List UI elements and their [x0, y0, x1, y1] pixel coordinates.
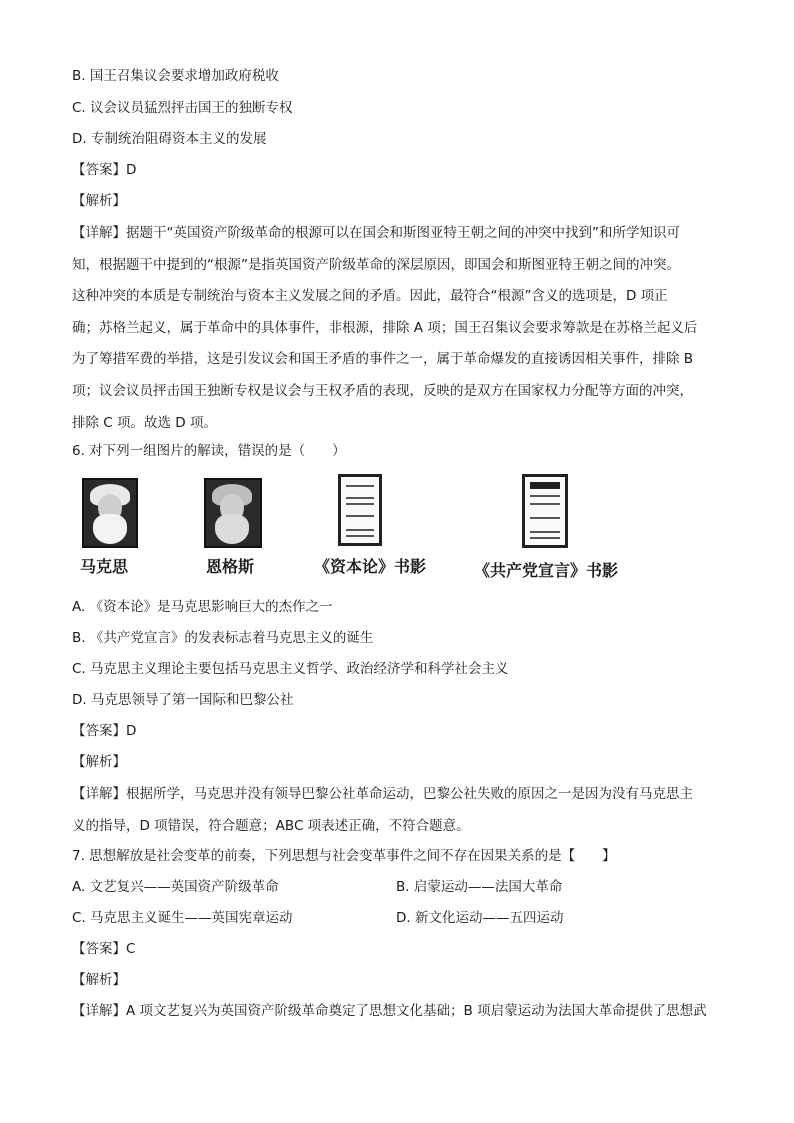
caption-marx: 马克思 [80, 557, 129, 576]
q5-detail-line: 为了筹措军费的举措，这是引发议会和国王矛盾的事件之一，属于革命爆发的直接诱因相关事件，排除 B [72, 351, 694, 368]
caption-manifesto: 《共产党宣言》书影 [474, 561, 619, 580]
q5-detail [72, 218, 726, 439]
q5-detail-line: 排除 C 项。故选 D 项。 [72, 414, 217, 431]
q6-detail [72, 779, 726, 842]
q5-detail-line: 确；苏格兰起义，属于革命中的具体事件，非根源，排除 A 项；国王召集议会要求筹款是在苏格兰起义后 [72, 319, 698, 336]
q7-option-c: C. 马克思主义诞生——英国宪章运动 [72, 910, 293, 926]
q5-answer: 【答案】D [72, 162, 137, 178]
q7-option-a: A. 文艺复兴——英国资产阶级革命 [72, 879, 279, 895]
marx-portrait [82, 478, 138, 548]
q6-option-a: A. 《资本论》是马克思影响巨大的杰作之一 [72, 599, 333, 615]
q6-detail-line: 【详解】根据所学，马克思并没有领导巴黎公社革命运动，巴黎公社失败的原因之一是因为没有马克思主 [72, 786, 693, 802]
q5-option-d: D. 专制统治阻碍资本主义的发展 [72, 131, 267, 147]
q7-analysis-label: 【解析】 [72, 972, 126, 988]
figure-engels [200, 472, 280, 582]
q6-answer: 【答案】D [72, 723, 137, 739]
figure-marx [78, 472, 158, 582]
q7-detail-line: 【详解】A 项文艺复兴为英国资产阶级革命奠定了思想文化基础；B 项启蒙运动为法国大革命提供了思想武 [72, 1003, 707, 1019]
q7-stem: 7. 思想解放是社会变革的前奏，下列思想与社会变革事件之间不存在因果关系的是【 】 [72, 848, 616, 864]
q7-option-b: B. 启蒙运动——法国大革命 [396, 879, 563, 895]
q7-option-d: D. 新文化运动——五四运动 [396, 910, 564, 926]
q6-analysis-label: 【解析】 [72, 754, 126, 770]
q5-detail-line: 这种冲突的本质是专制统治与资本主义发展之间的矛盾。因此，最符合“根源”含义的选项是，D 项正 [72, 288, 668, 305]
engels-portrait [204, 478, 262, 548]
q5-detail-line: 项；议会议员抨击国王独断专权是议会与王权矛盾的表现，反映的是双方在国家权力分配等方面的冲突， [72, 382, 693, 399]
das-kapital-cover [338, 474, 382, 546]
q6-stem: 6. 对下列一组图片的解读，错误的是（ ） [72, 443, 346, 459]
q6-option-b: B. 《共产党宣言》的发表标志着马克思主义的诞生 [72, 630, 374, 646]
q5-detail-line: 【详解】据题干“英国资产阶级革命的根源可以在国会和斯图亚特王朝之间的冲突中找到”和所学知识可 [72, 225, 680, 241]
q5-detail-line: 知，根据题干中提到的“根源”是指英国资产阶级革命的深层原因，即国会和斯图亚特王朝之间的冲突。 [72, 256, 680, 273]
q5-option-c: C. 议会议员猛烈抨击国王的独断专权 [72, 100, 293, 116]
q6-detail-line: 义的指导，D 项错误，符合题意；ABC 项表述正确，不符合题意。 [72, 817, 470, 834]
caption-engels: 恩格斯 [206, 557, 255, 576]
caption-das-kapital: 《资本论》书影 [314, 557, 427, 576]
q6-option-d: D. 马克思领导了第一国际和巴黎公社 [72, 692, 294, 708]
q7-answer: 【答案】C [72, 941, 136, 957]
figure-das-kapital [312, 472, 442, 582]
manifesto-cover [522, 474, 568, 548]
q5-analysis-label: 【解析】 [72, 193, 126, 209]
q6-option-c: C. 马克思主义理论主要包括马克思主义哲学、政治经济学和科学社会主义 [72, 661, 509, 677]
q5-option-b: B. 国王召集议会要求增加政府税收 [72, 68, 279, 84]
figure-communist-manifesto [472, 472, 632, 582]
